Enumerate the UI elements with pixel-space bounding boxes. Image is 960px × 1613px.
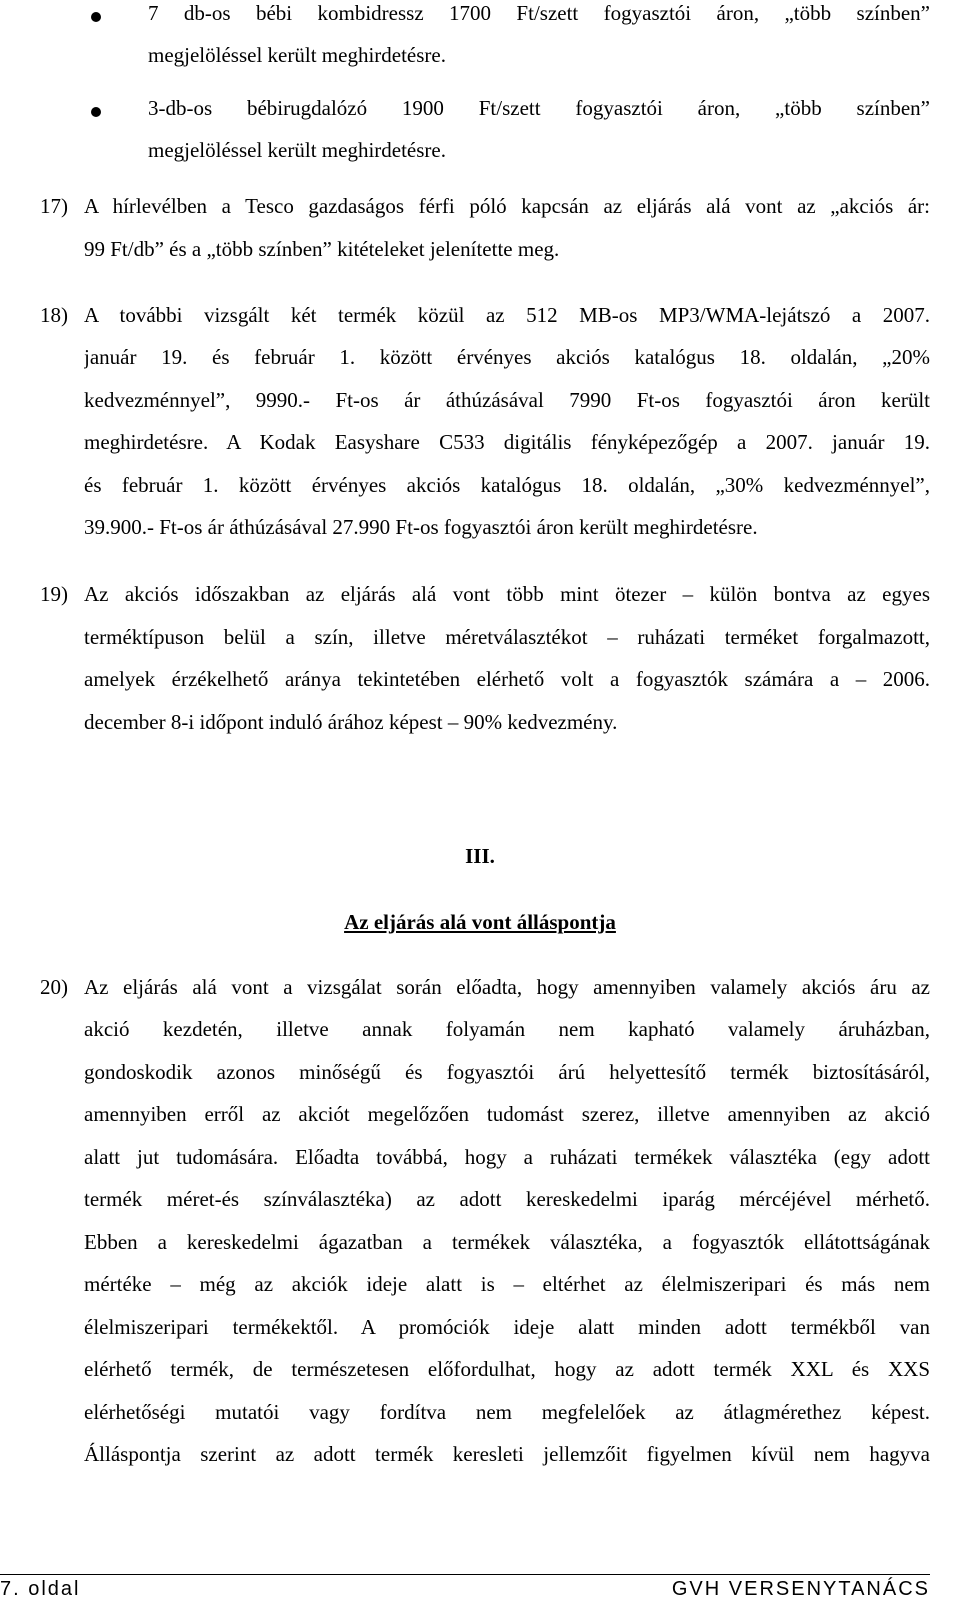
bullet-marker — [91, 12, 101, 22]
paragraph-20-line-8: mértéke – még az akciók ideje alatt is – eltérhet az élelmiszeripari és más nem — [84, 1272, 930, 1296]
paragraph-19-number: 19) — [40, 582, 68, 606]
paragraph-20-line-4: amennyiben erről az akciót megelőzően tudomást szerez, illetve amennyiben az akció — [84, 1102, 930, 1126]
section-title — [0, 910, 960, 935]
paragraph-17-line-2: 99 Ft/db” és a „több színben” kitételeket jelenítette meg. — [84, 237, 560, 261]
paragraph-19-line-1: Az akciós időszakban az eljárás alá vont több mint ötezer – külön bontva az egyes — [84, 582, 930, 606]
paragraph-18-line-1: A további vizsgált két termék közül az 512 MB-os MP3/WMA-lejátszó a 2007. — [84, 303, 930, 327]
paragraph-20-line-7: Ebben a kereskedelmi ágazatban a termékek választéka, a fogyasztók ellátottságának — [84, 1230, 930, 1254]
paragraph-18-line-2: január 19. és február 1. között érvényes akciós katalógus 18. oldalán, „20% — [84, 345, 930, 369]
bullet-marker — [91, 107, 101, 117]
paragraph-18-line-3: kedvezménnyel”, 9990.- Ft-os ár áthúzásával 7990 Ft-os fogyasztói áron került — [84, 388, 930, 412]
paragraph-19-line-4: december 8-i időpont induló árához képest – 90% kedvezmény. — [84, 710, 618, 734]
paragraph-20-line-11: elérhetőségi mutatói vagy fordítva nem megfelelőek az átlagmérethez képest. — [84, 1400, 930, 1424]
footer-page-number: 7. oldal — [0, 1578, 81, 1600]
section-title-text: Az eljárás alá vont álláspontja — [344, 910, 616, 934]
paragraph-18-line-4: meghirdetésre. A Kodak Easyshare C533 digitális fényképezőgép a 2007. január 19. — [84, 430, 930, 454]
bullet-1-line-2: megjelöléssel került meghirdetésre. — [148, 43, 446, 67]
paragraph-19-line-2: terméktípuson belül a szín, illetve méretválasztékot – ruházati terméket forgalmazott, — [84, 625, 930, 649]
paragraph-20-number: 20) — [40, 975, 68, 999]
paragraph-20-line-9: élelmiszeripari termékektől. A promóciók ideje alatt minden adott termékből van — [84, 1315, 930, 1339]
paragraph-20-line-5: alatt jut tudomására. Előadta továbbá, hogy a ruházati termékek választéka (egy adott — [84, 1145, 930, 1169]
paragraph-17-line-1: A hírlevélben a Tesco gazdaságos férfi póló kapcsán az eljárás alá vont az „akciós ár: — [84, 194, 930, 218]
paragraph-19-line-3: amelyek érzékelhető aránya tekintetében elérhető volt a fogyasztók számára a – 2006. — [84, 667, 930, 691]
footer-organization: GVH VERSENYTANÁCS — [671, 1578, 930, 1600]
paragraph-17-number: 17) — [40, 194, 68, 218]
paragraph-20-line-12: Álláspontja szerint az adott termék keresleti jellemzőit figyelmen kívül nem hagyva — [84, 1442, 930, 1466]
paragraph-18-line-6: 39.900.- Ft-os ár áthúzásával 27.990 Ft-os fogyasztói áron került meghirdetésre. — [84, 515, 758, 539]
paragraph-20-line-1: Az eljárás alá vont a vizsgálat során előadta, hogy amennyiben valamely akciós áru az — [84, 975, 930, 999]
paragraph-20-line-3: gondoskodik azonos minőségű és fogyasztói árú helyettesítő termék biztosításáról, — [84, 1060, 930, 1084]
paragraph-18-number: 18) — [40, 303, 68, 327]
bullet-2-line-1: 3-db-os bébirugdalózó 1900 Ft/szett fogyasztói áron, „több színben” — [148, 96, 930, 120]
section-numeral: III. — [465, 844, 495, 868]
paragraph-18-line-5: és február 1. között érvényes akciós katalógus 18. oldalán, „30% kedvezménnyel”, — [84, 473, 930, 497]
bullet-2-line-2: megjelöléssel került meghirdetésre. — [148, 138, 446, 162]
bullet-1-line-1: 7 db-os bébi kombidressz 1700 Ft/szett fogyasztói áron, „több színben” — [148, 1, 930, 25]
paragraph-20-line-10: elérhető termék, de természetesen előfordulhat, hogy az adott termék XXL és XXS — [84, 1357, 930, 1381]
paragraph-20-line-2: akció kezdetén, illetve annak folyamán nem kapható valamely áruházban, — [84, 1017, 930, 1041]
footer-rule — [0, 1574, 930, 1575]
paragraph-20-line-6: termék méret-és színválasztéka) az adott kereskedelmi iparág mércéjével mérhető. — [84, 1187, 930, 1211]
